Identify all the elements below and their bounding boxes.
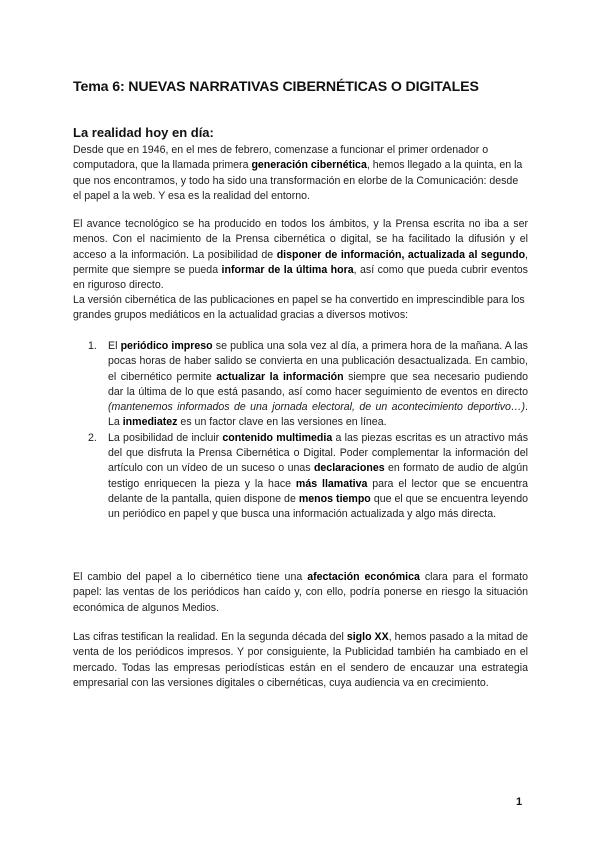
paragraph-intro: Desde que en 1946, en el mes de febrero, comenzase a funcionar el primer ordenador o computadora, que la llamada primera generación cibernética, hemos llegado a la quinta, en la que nos encontramos, y todo ha sido una transformación en elorbe de la Comunicación: desde el papel a la web. Y esa es la realidad del entorno. <box>73 144 523 202</box>
paragraph-figures: Las cifras testifican la realidad. En la segunda década del siglo XX, hemos pasado a la mitad de venta de los periódicos impresos. Y por consiguiente, la Publicidad también ha cambiado en el mercado. Todas las empresas periodísticas están en el sendero de encauzar una estrategia empresarial con las versiones digitales o cibernéticas, cuya audiencia va en crecimiento. <box>73 631 529 689</box>
list-number: 1. <box>88 340 97 352</box>
paragraph-economy: El cambio del papel a lo cibernético tiene una afectación económica clara para el formato papel: las ventas de los periódicos han caído y, con ello, podría ponerse en riesgo la situación económica de algunos Medios. <box>73 571 529 614</box>
list-item: 2. La posibilidad de incluir contenido multimedia a las piezas escritas es un atractivo más del que disfruta la Prensa Cibernética o Digital. Poder complementar la información del artículo con un vídeo de un suceso o unas declaraciones en formato de audio de algún testigo enriquecen la pieza y la hace más llamativa para el lector que se encuentra delante de la pantalla, quien dispone de menos tiempo que el que se encuentra leyendo un periódico en papel y que busca una información actualizada y algo más directa. <box>88 431 528 521</box>
page-title: Tema 6: NUEVAS NARRATIVAS CIBERNÉTICAS O DIGITALES <box>73 79 479 95</box>
paragraph-reasons: La versión cibernética de las publicaciones en papel se ha convertido en imprescindible para los grandes grupos mediáticos en la actualidad gracias a diversos motivos: <box>73 294 525 322</box>
paragraph-advance: El avance tecnológico se ha producido en todos los ámbitos, y la Prensa escrita no iba a ser menos. Con el nacimiento de la Prensa cibernética o digital, se ha facilitado la difusión y el acceso a la información. La posibilidad de disponer de información, actualizada al segundo, permite que siempre se pueda informar de la última hora, así como que pueda cubrir eventos en riguroso directo. <box>73 218 528 292</box>
page-number: 1 <box>516 796 523 808</box>
reasons-list <box>73 339 528 523</box>
list-item: 1. El periódico impreso se publica una sola vez al día, a primera hora de la mañana. A las pocas horas de haber salido se convierta en una publicación desactualizada. En cambio, el cibernético permite actualizar la información siempre que sea necesario pudiendo dar la última de lo que está pasando, así como hacer seguimiento de eventos en directo (mantenemos informados de una jornada electoral, de un acontecimiento deportivo…). La inmediatez es un factor clave en las versiones en línea. <box>88 340 529 429</box>
list-number: 2. <box>88 431 97 444</box>
section-heading: La realidad hoy en día: <box>73 125 214 140</box>
